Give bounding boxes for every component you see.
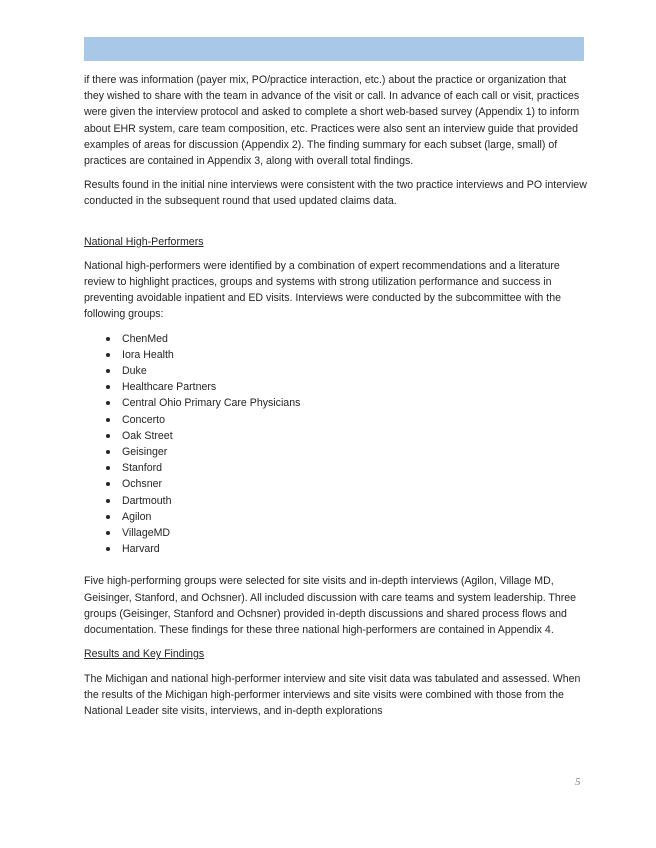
list-item: Agilon bbox=[106, 509, 588, 525]
list-item: Healthcare Partners bbox=[106, 379, 588, 395]
list-item: Iora Health bbox=[106, 347, 588, 363]
list-item: Central Ohio Primary Care Physicians bbox=[106, 395, 588, 411]
section-heading-results-key-findings: Results and Key Findings bbox=[84, 648, 205, 661]
list-item: VillageMD bbox=[106, 525, 588, 541]
spacer bbox=[84, 218, 588, 234]
paragraph-results-key-findings: The Michigan and national high-performer interview and site visit data was tabulated and assessed. When the results of the Michigan high-performer interviews and site visits were combined with those from the National Leader site visits, interviews, and in-depth explorations bbox=[84, 672, 581, 717]
list-item: Stanford bbox=[106, 460, 588, 476]
groups-list bbox=[84, 331, 588, 558]
list-item: Ochsner bbox=[106, 476, 588, 492]
page-number: 5 bbox=[575, 776, 581, 788]
paragraph-national-intro: National high-performers were identified by a combination of expert recommendations and a literature review to highlight practices, groups and systems with strong utilization performance and success in preventing avoidable inpatient and ED visits. Interviews were conducted by the subcommittee with the following groups: bbox=[84, 259, 561, 321]
paragraph-results-consistency: Results found in the initial nine interviews were consistent with the two practice interviews and PO interview conducted in the subsequent round that used updated claims data. bbox=[84, 179, 587, 208]
list-item: ChenMed bbox=[106, 331, 588, 347]
list-item: Geisinger bbox=[106, 444, 588, 460]
section-heading-national-high-performers: National High-Performers bbox=[84, 235, 204, 248]
list-item: Concerto bbox=[106, 412, 588, 428]
list-item: Oak Street bbox=[106, 428, 588, 444]
document-body bbox=[84, 72, 588, 727]
list-item: Duke bbox=[106, 363, 588, 379]
header-bar bbox=[84, 37, 584, 61]
paragraph-practice-info: if there was information (payer mix, PO/practice interaction, etc.) about the practice or organization that they wished to share with the team in advance of the visit or call. In advance of each call or visit, practices were given the interview protocol and asked to complete a short web-based survey (Appendix 1) to inform about EHR system, care team composition, etc. Practices were also sent an interview guide that provided examples of areas for discussion (Appendix 2). The finding summary for each subset (large, small) of practices are contained in Appendix 3, along with overall total findings. bbox=[84, 74, 580, 168]
paragraph-site-visits: Five high-performing groups were selected for site visits and in-depth interviews (Agilon, Village MD, Geisinger, Stanford, and Ochsner). All included discussion with care teams and system leadership. Three groups (Geisinger, Stanford and Ochsner) provided in-depth discussions and shared process flows and documentation. These findings for these three national high-performers are contained in Appendix 4. bbox=[84, 575, 577, 637]
list-item: Harvard bbox=[106, 541, 588, 557]
list-item: Dartmouth bbox=[106, 493, 588, 509]
